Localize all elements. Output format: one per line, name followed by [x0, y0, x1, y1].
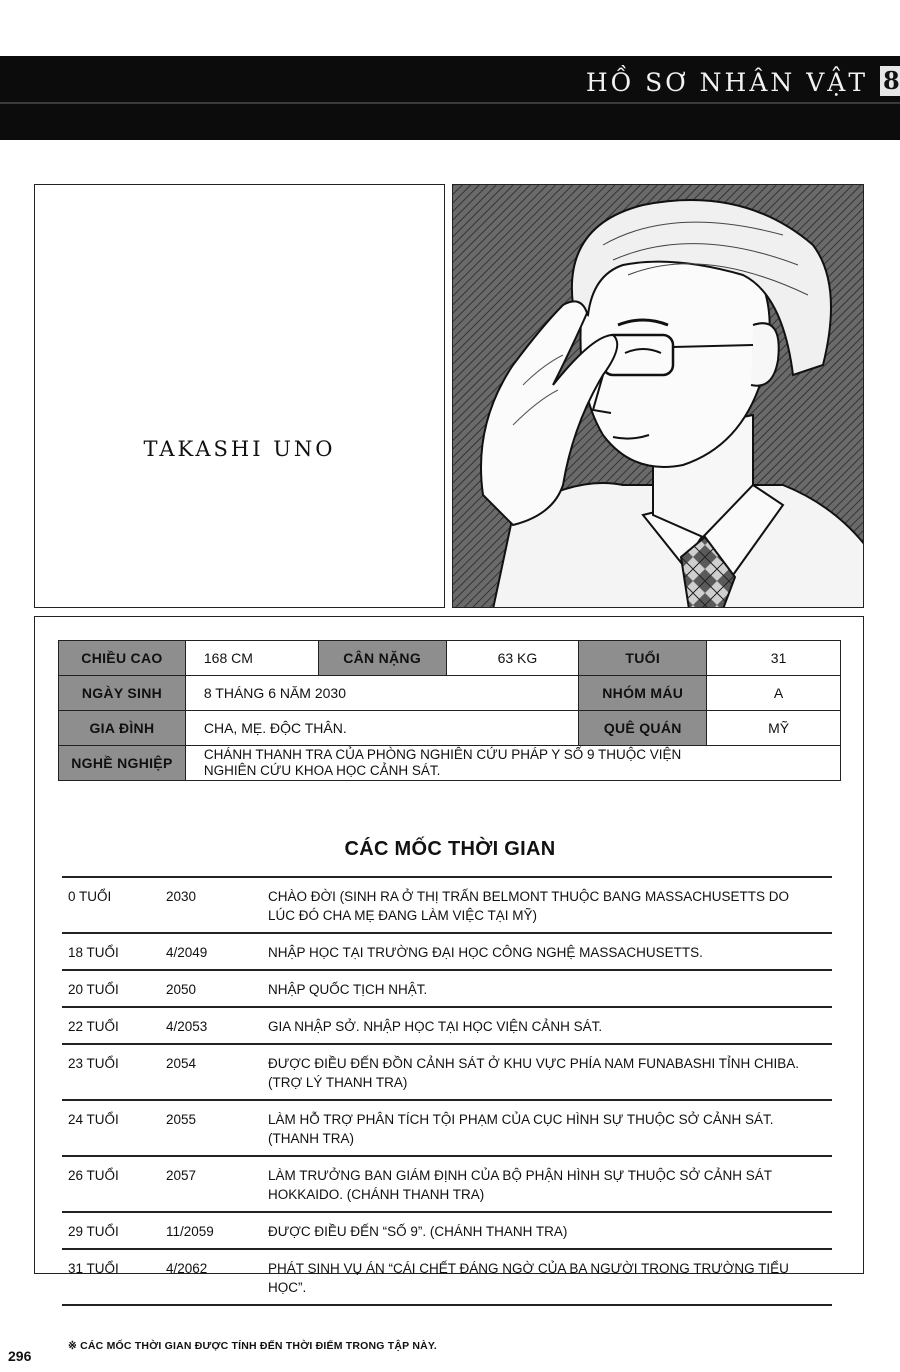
- character-name-box: [34, 184, 445, 608]
- weight-label: CÂN NẶNG: [318, 641, 446, 676]
- occupation-value: CHÁNH THANH TRA CỦA PHÒNG NGHIÊN CỨU PHÁP Y SỐ 9 THUỘC VIỆN NGHIÊN CỨU KHOA HỌC CẢNH SÁT.: [185, 746, 840, 781]
- timeline-event: GIA NHẬP SỞ. NHẬP HỌC TẠI HỌC VIỆN CẢNH SÁT.: [268, 1019, 603, 1034]
- page-title: HỒ SƠ NHÂN VẬT: [585, 68, 868, 97]
- header-divider: [0, 102, 900, 104]
- family-label: GIA ĐÌNH: [59, 711, 186, 746]
- table-row: [59, 676, 841, 711]
- blood-type-value: A: [707, 676, 841, 711]
- timeline-row: [62, 1213, 832, 1250]
- footnote: ※ CÁC MỐC THỜI GIAN ĐƯỢC TÍNH ĐẾN THỜI ĐIỂM TRONG TẬP NÀY.: [68, 1340, 438, 1352]
- timeline-row: [62, 934, 832, 971]
- timeline-event: PHÁT SINH VỤ ÁN “CÁI CHẾT ĐÁNG NGỜ CỦA BA NGƯỜI TRONG TRƯỜNG TIỂU HỌC”.: [268, 1261, 789, 1295]
- timeline-age: 18 TUỔI: [68, 945, 119, 960]
- timeline-event: ĐƯỢC ĐIỀU ĐẾN ĐỒN CẢNH SÁT Ở KHU VỰC PHÍA NAM FUNABASHI TỈNH CHIBA. (TRỢ LÝ THANH TRA): [268, 1056, 800, 1090]
- timeline-event: LÀM HỖ TRỢ PHÂN TÍCH TỘI PHẠM CỦA CỤC HÌNH SỰ THUỘC SỞ CẢNH SÁT. (THANH TRA): [268, 1112, 774, 1146]
- timeline-list: [62, 876, 832, 1306]
- age-value: 31: [707, 641, 841, 676]
- timeline-year: 4/2062: [166, 1261, 208, 1276]
- timeline-age: 0 TUỔI: [68, 889, 112, 904]
- timeline-event: LÀM TRƯỞNG BAN GIÁM ĐỊNH CỦA BỘ PHẬN HÌNH SỰ THUỘC SỞ CẢNH SÁT HOKKAIDO. (CHÁNH THANH TRA): [268, 1168, 772, 1202]
- blood-type-label: NHÓM MÁU: [579, 676, 707, 711]
- timeline-row: [62, 1045, 832, 1101]
- timeline-age: 26 TUỔI: [68, 1168, 119, 1183]
- header-bar: [0, 56, 900, 140]
- weight-value: 63 KG: [446, 641, 579, 676]
- timeline-title: CÁC MỐC THỜI GIAN: [344, 838, 556, 860]
- portrait-illustration: [453, 185, 864, 608]
- character-portrait: [452, 184, 864, 608]
- timeline-age: 22 TUỔI: [68, 1019, 119, 1034]
- timeline-event: ĐƯỢC ĐIỀU ĐẾN “SỐ 9”. (CHÁNH THANH TRA): [268, 1224, 568, 1239]
- table-row: [59, 711, 841, 746]
- birthday-label: NGÀY SINH: [59, 676, 186, 711]
- family-value: CHA, MẸ. ĐỘC THÂN.: [185, 711, 578, 746]
- profile-info-table: [58, 640, 841, 781]
- hometown-label: QUÊ QUÁN: [579, 711, 707, 746]
- timeline-age: 24 TUỔI: [68, 1112, 119, 1127]
- timeline-event: NHẬP HỌC TẠI TRƯỜNG ĐẠI HỌC CÔNG NGHỆ MASSACHUSETTS.: [268, 945, 703, 960]
- table-row: [59, 746, 841, 781]
- timeline-year: 2054: [166, 1056, 197, 1071]
- timeline-age: 20 TUỔI: [68, 982, 119, 997]
- timeline-event: NHẬP QUỐC TỊCH NHẬT.: [268, 982, 428, 997]
- height-value: 168 CM: [185, 641, 318, 676]
- timeline-row: [62, 971, 832, 1008]
- age-label: TUỔI: [579, 641, 707, 676]
- page-number: 296: [8, 1348, 32, 1364]
- chapter-number: 8: [880, 66, 900, 96]
- height-label: CHIỀU CAO: [59, 641, 186, 676]
- timeline-year: 4/2053: [166, 1019, 208, 1034]
- timeline-age: 29 TUỔI: [68, 1224, 119, 1239]
- timeline-row: [62, 1101, 832, 1157]
- hometown-value: MỸ: [707, 711, 841, 746]
- timeline-age: 23 TUỔI: [68, 1056, 119, 1071]
- timeline-year: 2050: [166, 982, 197, 997]
- table-row: [59, 641, 841, 676]
- timeline-event: CHÀO ĐỜI (SINH RA Ở THỊ TRẤN BELMONT THUỘC BANG MASSACHUSETTS DO LÚC ĐÓ CHA MẸ ĐANG LÀM VIỆC TẠI MỸ): [268, 889, 789, 923]
- timeline-year: 11/2059: [166, 1224, 214, 1239]
- occupation-label: NGHỀ NGHIỆP: [59, 746, 186, 781]
- birthday-value: 8 THÁNG 6 NĂM 2030: [185, 676, 578, 711]
- timeline-row: [62, 1250, 832, 1306]
- timeline-year: 2057: [166, 1168, 197, 1183]
- timeline-year: 2055: [166, 1112, 197, 1127]
- timeline-row: [62, 876, 832, 934]
- timeline-age: 31 TUỔI: [68, 1261, 119, 1276]
- timeline-row: [62, 1157, 832, 1213]
- timeline-row: [62, 1008, 832, 1045]
- character-name: TAKASHI UNO: [143, 437, 336, 461]
- timeline-year: 2030: [166, 889, 197, 904]
- timeline-year: 4/2049: [166, 945, 208, 960]
